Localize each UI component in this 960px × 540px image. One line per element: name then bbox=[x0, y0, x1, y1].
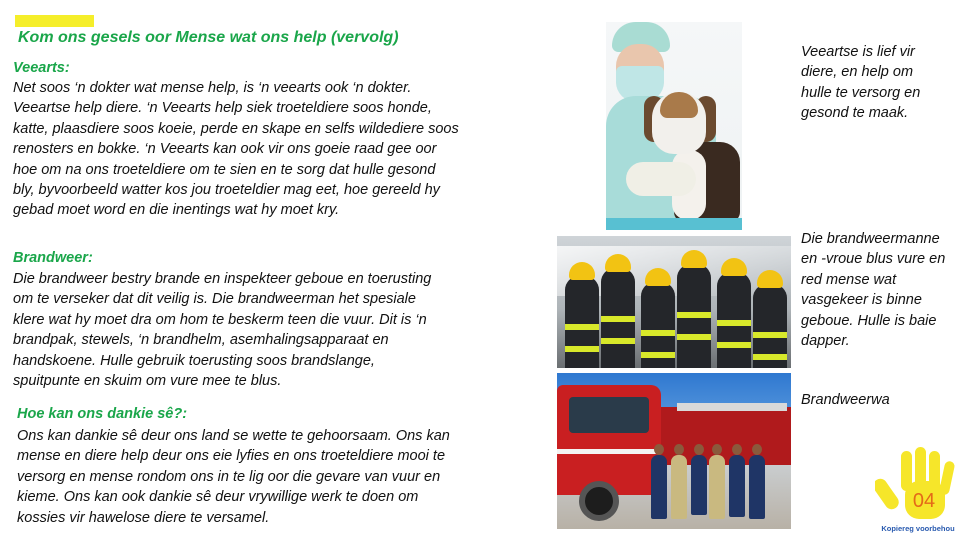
text-line: renosters en bokke. ‘n Veearts kan ook vir ons goeie raad gee oor bbox=[13, 141, 437, 158]
text-line: Die brandweer bestry brande en inspekteer geboue en toerusting bbox=[13, 271, 432, 287]
page-number: 04 bbox=[912, 490, 936, 512]
caption-line: vasgekeer is binne bbox=[801, 292, 922, 309]
caption-firefighters bbox=[801, 229, 945, 351]
caption-line: red mense wat bbox=[801, 271, 897, 288]
text-line: Net soos ‘n dokter wat mense help, is ‘n veearts ook ‘n dokter. bbox=[13, 80, 412, 96]
text-line: gebad moet word en die inentings wat hy moet kry. bbox=[13, 202, 340, 219]
caption-line: hulle te versorg en bbox=[801, 84, 921, 101]
section-body-dankie bbox=[17, 426, 450, 528]
text-line: hoe om na ons troeteldiere om te sien en te sorg dat hulle gesond bbox=[13, 161, 436, 178]
text-line: bly, byvoorbeeld watter kos jou troeteldier mag eet, hoe gereeld hy bbox=[13, 182, 440, 199]
section-heading-dankie: Hoe kan ons dankie sê?: bbox=[17, 406, 188, 422]
caption-truck bbox=[801, 390, 890, 410]
caption-vet bbox=[801, 42, 920, 124]
caption-line: gesond te maak. bbox=[801, 105, 909, 122]
section-body-veearts bbox=[13, 78, 459, 221]
text-line: mense en diere help deur ons eie lyfies en ons troeteldiere mooi te bbox=[17, 448, 446, 465]
text-line: Ons kan dankie sê deur ons land se wette te gehoorsaam. Ons kan bbox=[17, 428, 450, 444]
caption-line: Die brandweermanne bbox=[801, 231, 940, 247]
text-line: brandpak, stewels, ‘n brandhelm, asemhalingsapparaat en bbox=[13, 332, 389, 349]
caption-line: geboue. Hulle is baie bbox=[801, 312, 937, 329]
text-line: om te verseker dat dit veilig is. Die brandweerman het spesiale bbox=[13, 291, 416, 308]
caption-line: en -vroue blus vure en bbox=[801, 251, 946, 268]
section-heading-veearts: Veearts: bbox=[13, 60, 70, 76]
text-line: klere wat hy moet dra om hom te beskerm teen die vuur. Dit is ‘n bbox=[13, 311, 427, 328]
text-line: Veeartse help diere. ‘n Veearts help siek troeteldiere soos honde, bbox=[13, 100, 432, 117]
caption-line: dapper. bbox=[801, 333, 850, 350]
fire-truck-photo bbox=[557, 373, 791, 529]
text-line: spuitpunte en skuim om vure mee te blus. bbox=[13, 373, 282, 390]
firefighters-photo bbox=[557, 236, 791, 368]
caption-line: diere, en help om bbox=[801, 64, 914, 81]
caption-line: Brandweerwa bbox=[801, 392, 890, 408]
caption-line: Veeartse is lief vir bbox=[801, 44, 915, 60]
page-title: Kom ons gesels oor Mense wat ons help (vervolg) bbox=[18, 29, 399, 46]
text-line: kieme. Ons kan ook dankie sê deur vrywillige werk te doen om bbox=[17, 489, 419, 506]
section-body-brandweer bbox=[13, 269, 431, 391]
vet-with-dog-photo bbox=[606, 22, 742, 230]
accent-bar bbox=[15, 15, 94, 27]
copyright-text: Kopiereg voorbehou bbox=[881, 524, 955, 533]
text-line: versorg en mense rondom ons in te lig oor die gevare van vuur en bbox=[17, 468, 441, 485]
text-line: kossies vir hawelose diere te versamel. bbox=[17, 509, 270, 526]
text-line: handskoene. Hulle gebruik toerusting soos brandslange, bbox=[13, 352, 375, 369]
text-line: katte, plaasdiere soos koeie, perde en skape en selfs wildediere soos bbox=[13, 120, 459, 137]
section-heading-brandweer: Brandweer: bbox=[13, 250, 93, 266]
